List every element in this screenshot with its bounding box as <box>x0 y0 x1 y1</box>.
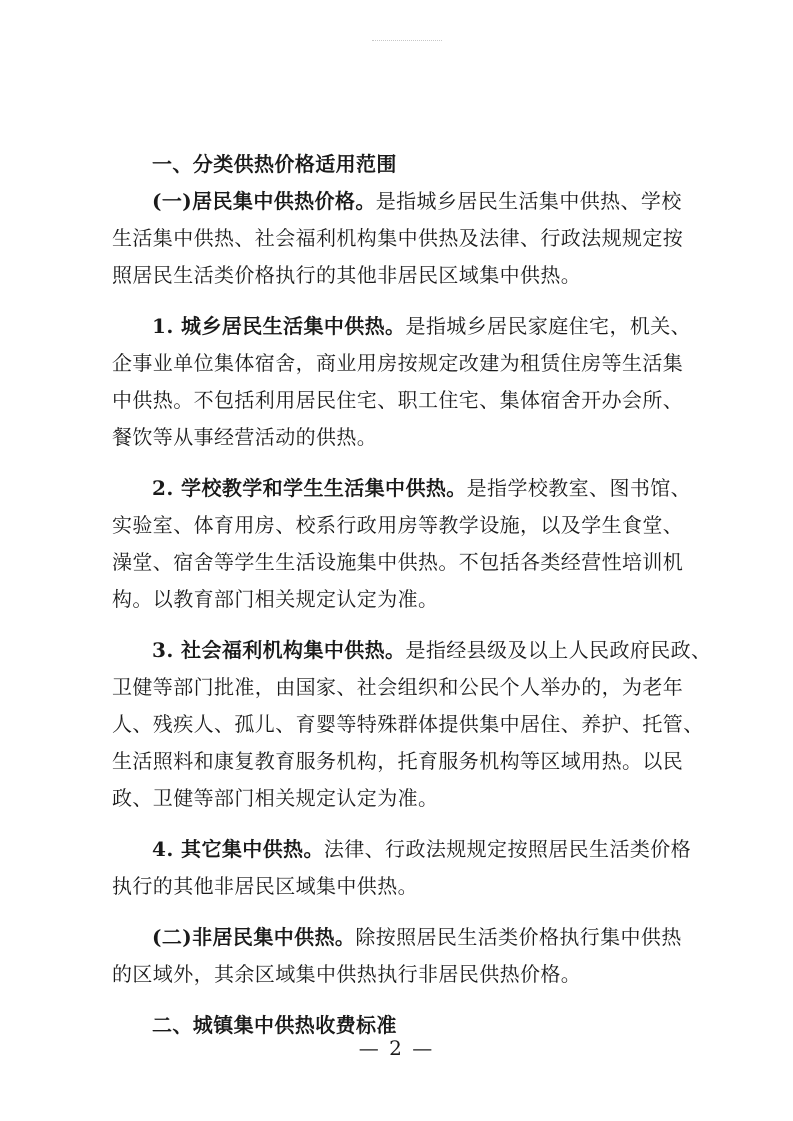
paragraph-text: 是指城乡居民家庭住宅，机关、 <box>405 314 692 338</box>
page-number: — 2 — <box>358 1036 435 1060</box>
paragraph-welfare-heating <box>112 632 712 817</box>
paragraph-lead: 3. 社会福利机构集中供热。 <box>152 638 406 662</box>
paragraph-line: 政、卫健等部门相关规定认定为准。 <box>112 786 439 810</box>
paragraph-text: 除按照居民生活类价格执行集中供热 <box>355 925 682 949</box>
section-heading-1: 一、分类供热价格适用范围 <box>152 152 397 176</box>
paragraph-lead: 1. 城乡居民生活集中供热。 <box>152 314 406 338</box>
paragraph-text: 法律、行政法规规定按照居民生活类价格 <box>323 837 692 861</box>
paragraph-urban-rural-heating <box>112 308 712 456</box>
paragraph-lead: (二)非居民集中供热。 <box>152 925 356 949</box>
paragraph-text: 是指城乡居民生活集中供热、学校 <box>375 189 682 213</box>
section-heading-2: 二、城镇集中供热收费标准 <box>152 1013 397 1037</box>
paragraph-resident-heating-price <box>112 183 712 294</box>
paragraph-text: 是指经县级及以上人民政府民政、 <box>405 638 712 662</box>
paragraph-line: 澡堂、宿舍等学生生活设施集中供热。不包括各类经营性培训机 <box>112 550 684 574</box>
paragraph-line: 企事业单位集体宿舍，商业用房按规定改建为租赁住房等生活集 <box>112 351 684 375</box>
paragraph-line: 构。以教育部门相关规定认定为准。 <box>112 587 439 611</box>
paragraph-non-resident-heating <box>112 919 712 993</box>
paragraph-lead: 4. 其它集中供热。 <box>152 837 324 861</box>
paragraph-line: 的区域外，其余区域集中供热执行非居民供热价格。 <box>112 962 582 986</box>
document-body <box>112 146 712 1044</box>
paragraph-line: 卫健等部门批准，由国家、社会组织和公民个人举办的，为老年 <box>112 675 684 699</box>
paragraph-line: 执行的其他非居民区域集中供热。 <box>112 874 418 898</box>
paragraph-school-heating <box>112 470 712 618</box>
paragraph-text: 是指学校教室、图书馆、 <box>466 476 692 500</box>
paragraph-line: 餐饮等从事经营活动的供热。 <box>112 425 378 449</box>
paragraph-line: 中供热。不包括利用居民住宅、职工住宅、集体宿舍开办会所、 <box>112 388 684 412</box>
paragraph-lead: (一)居民集中供热价格。 <box>152 189 376 213</box>
scan-mark <box>372 40 442 47</box>
paragraph-line: 生活照料和康复教育服务机构，托育服务机构等区域用热。以民 <box>112 749 684 773</box>
paragraph-line: 人、残疾人、孤儿、育婴等特殊群体提供集中居住、养护、托管、 <box>112 712 704 736</box>
paragraph-lead: 2. 学校教学和学生生活集中供热。 <box>152 476 467 500</box>
paragraph-line: 照居民生活类价格执行的其他非居民区域集中供热。 <box>112 263 582 287</box>
paragraph-line: 生活集中供热、社会福利机构集中供热及法律、行政法规规定按 <box>112 226 684 250</box>
paragraph-line: 实验室、体育用房、校系行政用房等教学设施，以及学生食堂、 <box>112 513 684 537</box>
paragraph-other-heating <box>112 831 712 905</box>
